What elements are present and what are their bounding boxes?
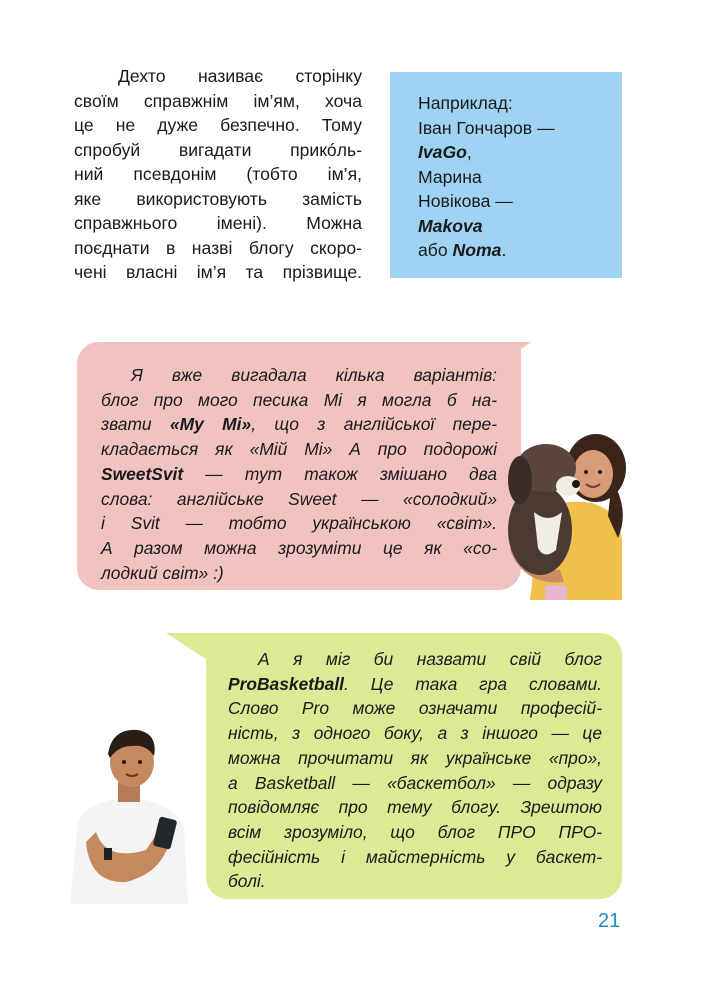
- girl-speech-bubble: [77, 342, 521, 590]
- bubble-line: Слово Pro може означати професій-: [228, 698, 602, 719]
- punctuation: ,: [466, 142, 472, 162]
- bubble-text: . Це така гра словами.: [344, 673, 602, 694]
- bubble-line: слова: англійське Sweet — «солодкий»: [101, 488, 497, 509]
- intro-line: спробуй вигадати прикóль-: [74, 139, 362, 160]
- bubble-line: [101, 412, 497, 437]
- pseudonym-makova: Makova: [418, 215, 483, 236]
- page-number: 21: [598, 910, 621, 932]
- intro-line: своїм справжнім ім’ям, хоча: [74, 90, 362, 111]
- bubble-text: , що з англійської пере-: [251, 414, 497, 435]
- bubble-line: [101, 462, 497, 487]
- girl-hugging-dog-illustration: [490, 420, 630, 600]
- intro-line: Дехто називає сторінку: [118, 66, 362, 86]
- intro-line: ний псевдонім (тобто ім’я,: [74, 164, 362, 184]
- bubble-line: А разом можна зрозуміти це як «со-: [101, 537, 497, 558]
- intro-paragraph: [74, 64, 362, 285]
- bubble-line: кладається як «Мій Мі» А про подорожі: [101, 439, 497, 460]
- pseudonym-ivago: IvaGo: [418, 142, 467, 162]
- blog-name-sweetsvit: SweetSvit: [101, 463, 184, 484]
- intro-line: поєднати в назві блогу скоро-: [74, 237, 362, 258]
- bubble-line: [228, 672, 602, 697]
- bubble-line: лодкий світ» :): [101, 562, 224, 583]
- bubble-line: можна прочитати як українське «про»,: [228, 747, 602, 768]
- boy-with-smartphone-illustration: [66, 722, 196, 904]
- pseudonym-noma: Noma: [452, 240, 502, 260]
- bubble-line: Я вже вигадала кілька варіантів:: [131, 365, 497, 385]
- example-line: [418, 214, 622, 239]
- bubble-text: — тут також змішано два: [183, 463, 497, 484]
- bubble-line: болі.: [228, 871, 266, 892]
- bubble-line: а Basketball — «баскетбол» — одразу: [228, 772, 602, 793]
- example-box: [390, 72, 622, 278]
- intro-line: це не дуже безпечно. Тому: [74, 115, 362, 135]
- bubble-line: блог про мого песика Мі я могла б на-: [101, 389, 497, 410]
- bubble-line: фесійність і майстерність у баскет-: [228, 846, 602, 867]
- punctuation: .: [501, 240, 507, 260]
- example-text: або: [418, 240, 453, 260]
- blog-name-my-mi: «My Mi»: [169, 414, 252, 435]
- bubble-line: ність, з одного боку, а з іншого — це: [228, 723, 602, 744]
- intro-line: чені власні ім’я та прізвище.: [74, 262, 362, 282]
- bubble-line: і Svit — тобто українською «світ».: [101, 513, 497, 534]
- example-line: Наприклад:: [418, 93, 513, 113]
- intro-line: яке використовують замість: [74, 188, 362, 209]
- blog-name-probasketball: ProBasketball: [228, 673, 344, 694]
- bubble-text: звати: [101, 414, 170, 435]
- bubble-line: А я міг би назвати свій блог: [258, 649, 602, 669]
- example-line: Іван Гончаров —: [418, 117, 555, 138]
- boy-speech-bubble: [206, 633, 622, 899]
- bubble-line: повідомляє про тему блогу. Зрештою: [228, 797, 602, 818]
- example-line: Новікова —: [418, 191, 513, 211]
- example-line: [418, 238, 622, 263]
- example-line: Марина: [418, 166, 482, 187]
- intro-line: справжнього імені). Можна: [74, 213, 362, 233]
- bubble-line: всім зрозуміло, що блог ПРО ПРО-: [228, 821, 602, 842]
- example-line: [418, 140, 622, 165]
